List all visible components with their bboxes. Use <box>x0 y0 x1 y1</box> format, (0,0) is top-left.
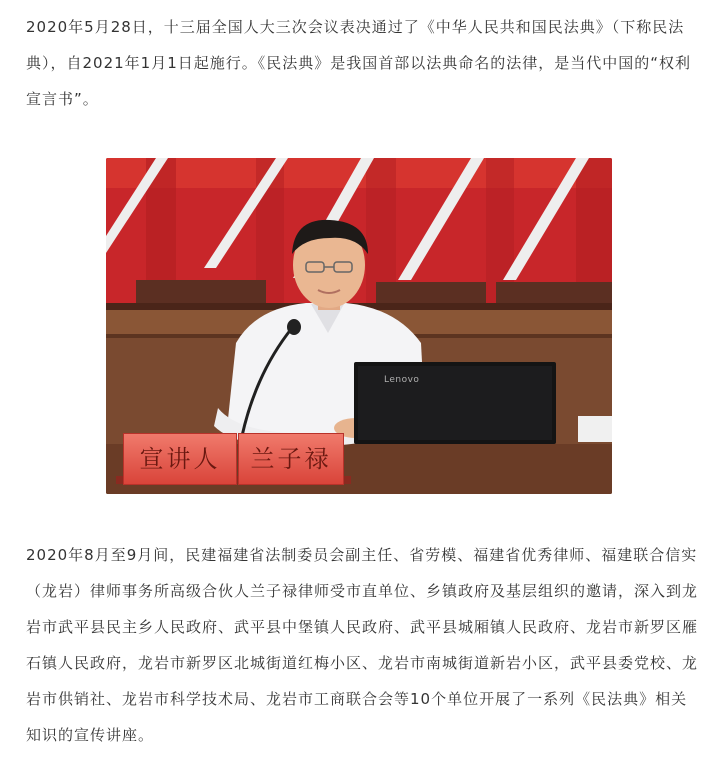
nameplate-name: 兰子禄 <box>238 433 344 485</box>
nameplate-title: 宣讲人 <box>123 433 237 485</box>
intro-paragraph: 2020年5月28日，十三届全国人大三次会议表决通过了《中华人民共和国民法典》（下称民法典），自2021年1月1日起施行。《民法典》是我国首部以法典命名的法律，是当代中国的“权利宣言书”。 <box>26 18 692 108</box>
laptop-brand-label: Lenovo <box>384 375 420 385</box>
lecture-paragraph: 2020年8月至9月间，民建福建省法制委员会副主任、省劳模、福建省优秀律师、福建联合信实（龙岩）律师事务所高级合伙人兰子禄律师受市直单位、乡镇政府及基层组织的邀请，深入到龙岩市武平县民主乡人民政府、武平县中堡镇人民政府、武平县城厢镇人民政府、龙岩市新罗区雁石镇人民政府，龙岩市新罗区北城街道红梅小区、龙岩市南城街道新岩小区，武平县委党校、龙岩市供销社、龙岩市科学技术局、龙岩市工商联合会等10个单位开展了一系列《民法典》相关知识的宣传讲座。 <box>26 546 699 744</box>
lecture-photo <box>106 158 612 494</box>
